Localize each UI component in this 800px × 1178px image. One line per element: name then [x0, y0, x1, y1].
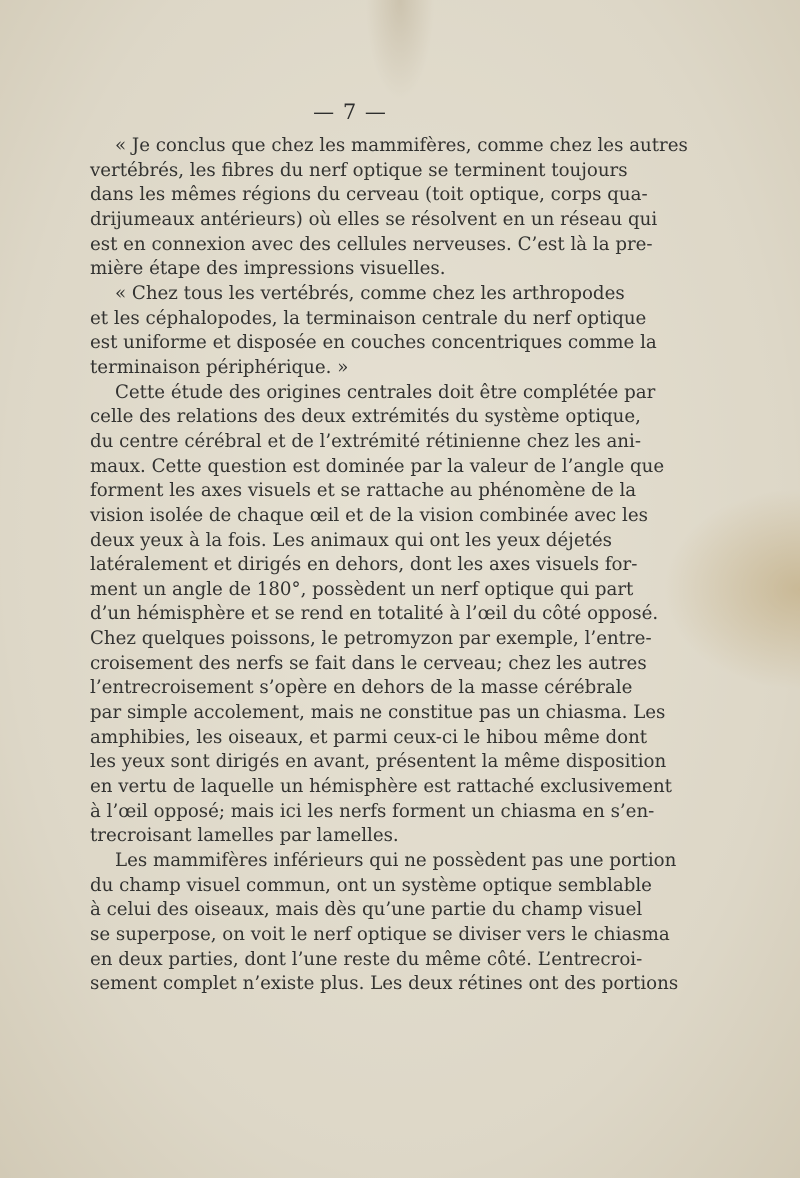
text-line: à l’œil opposé; mais ici les nerfs forment un chiasma en s’en- [90, 800, 655, 822]
text-line: ment un angle de 180°, possèdent un nerf optique qui part [90, 578, 634, 600]
text-line: forment les axes visuels et se rattache au phénomène de la [90, 480, 637, 502]
text-line: d’un hémisphère et se rend en totalité à l’œil du côté opposé. [90, 603, 659, 625]
text-line: les yeux sont dirigés en avant, présentent la même disposition [90, 751, 667, 773]
text-line: à celui des oiseaux, mais dès qu’une partie du champ visuel [90, 899, 643, 921]
text-line: est uniforme et disposée en couches concentriques comme la [90, 332, 657, 354]
text-line: mière étape des impressions visuelles. [90, 258, 446, 280]
text-line: croisement des nerfs se fait dans le cerveau; chez les autres [90, 652, 647, 674]
text-line: par simple accolement, mais ne constitue pas un chiasma. Les [90, 702, 666, 724]
text-line: amphibies, les oiseaux, et parmi ceux-ci le hibou même dont [90, 726, 648, 748]
text-line: se superpose, on voit le nerf optique se diviser vers le chiasma [90, 924, 670, 945]
text-line: et les céphalopodes, la terminaison centrale du nerf optique [90, 307, 647, 329]
body-text [90, 134, 688, 997]
text-line: drijumeaux antérieurs) où elles se résolvent en un réseau qui [90, 208, 658, 230]
text-line: est en connexion avec des cellules nerveuses. C’est là la pre- [90, 233, 653, 255]
text-line: Les mammifères inférieurs qui ne possèdent pas une portion [115, 850, 677, 872]
text-line: du champ visuel commun, ont un système optique semblable [90, 874, 652, 896]
text-line: dans les mêmes régions du cerveau (toit optique, corps qua- [90, 184, 648, 206]
text-line: en deux parties, dont l’une reste du même côté. L’entrecroi- [90, 948, 643, 970]
text-line: vision isolée de chaque œil et de la vision combinée avec les [90, 504, 648, 526]
text-line: « Je conclus que chez les mammifères, comme chez les autres [115, 135, 688, 156]
text-line: terminaison périphérique. » [90, 356, 349, 378]
text-line: latéralement et dirigés en dehors, dont les axes visuels for- [90, 554, 638, 576]
text-line: du centre cérébral et de l’extrémité rétinienne chez les ani- [90, 430, 641, 452]
text-line: l’entrecroisement s’opère en dehors de la masse cérébrale [90, 677, 633, 699]
text-line: maux. Cette question est dominée par la valeur de l’angle que [90, 455, 665, 477]
text-line: trecroisant lamelles par lamelles. [90, 825, 399, 847]
text-line: Cette étude des origines centrales doit être complétée par [115, 381, 656, 403]
text-line: sement complet n’existe plus. Les deux rétines ont des portions [90, 973, 679, 995]
text-line: deux yeux à la fois. Les animaux qui ont les yeux déjetés [90, 529, 612, 551]
text-line: « Chez tous les vertébrés, comme chez les arthropodes [115, 282, 625, 304]
text-line: en vertu de laquelle un hémisphère est rattaché exclusivement [90, 776, 672, 798]
text-line: Chez quelques poissons, le petromyzon par exemple, l’entre- [90, 628, 652, 650]
page-number: — 7 — [313, 100, 387, 124]
text-line: vertébrés, les fibres du nerf optique se terminent toujours [90, 159, 628, 181]
text-line: celle des relations des deux extrémités du système optique, [90, 406, 641, 428]
